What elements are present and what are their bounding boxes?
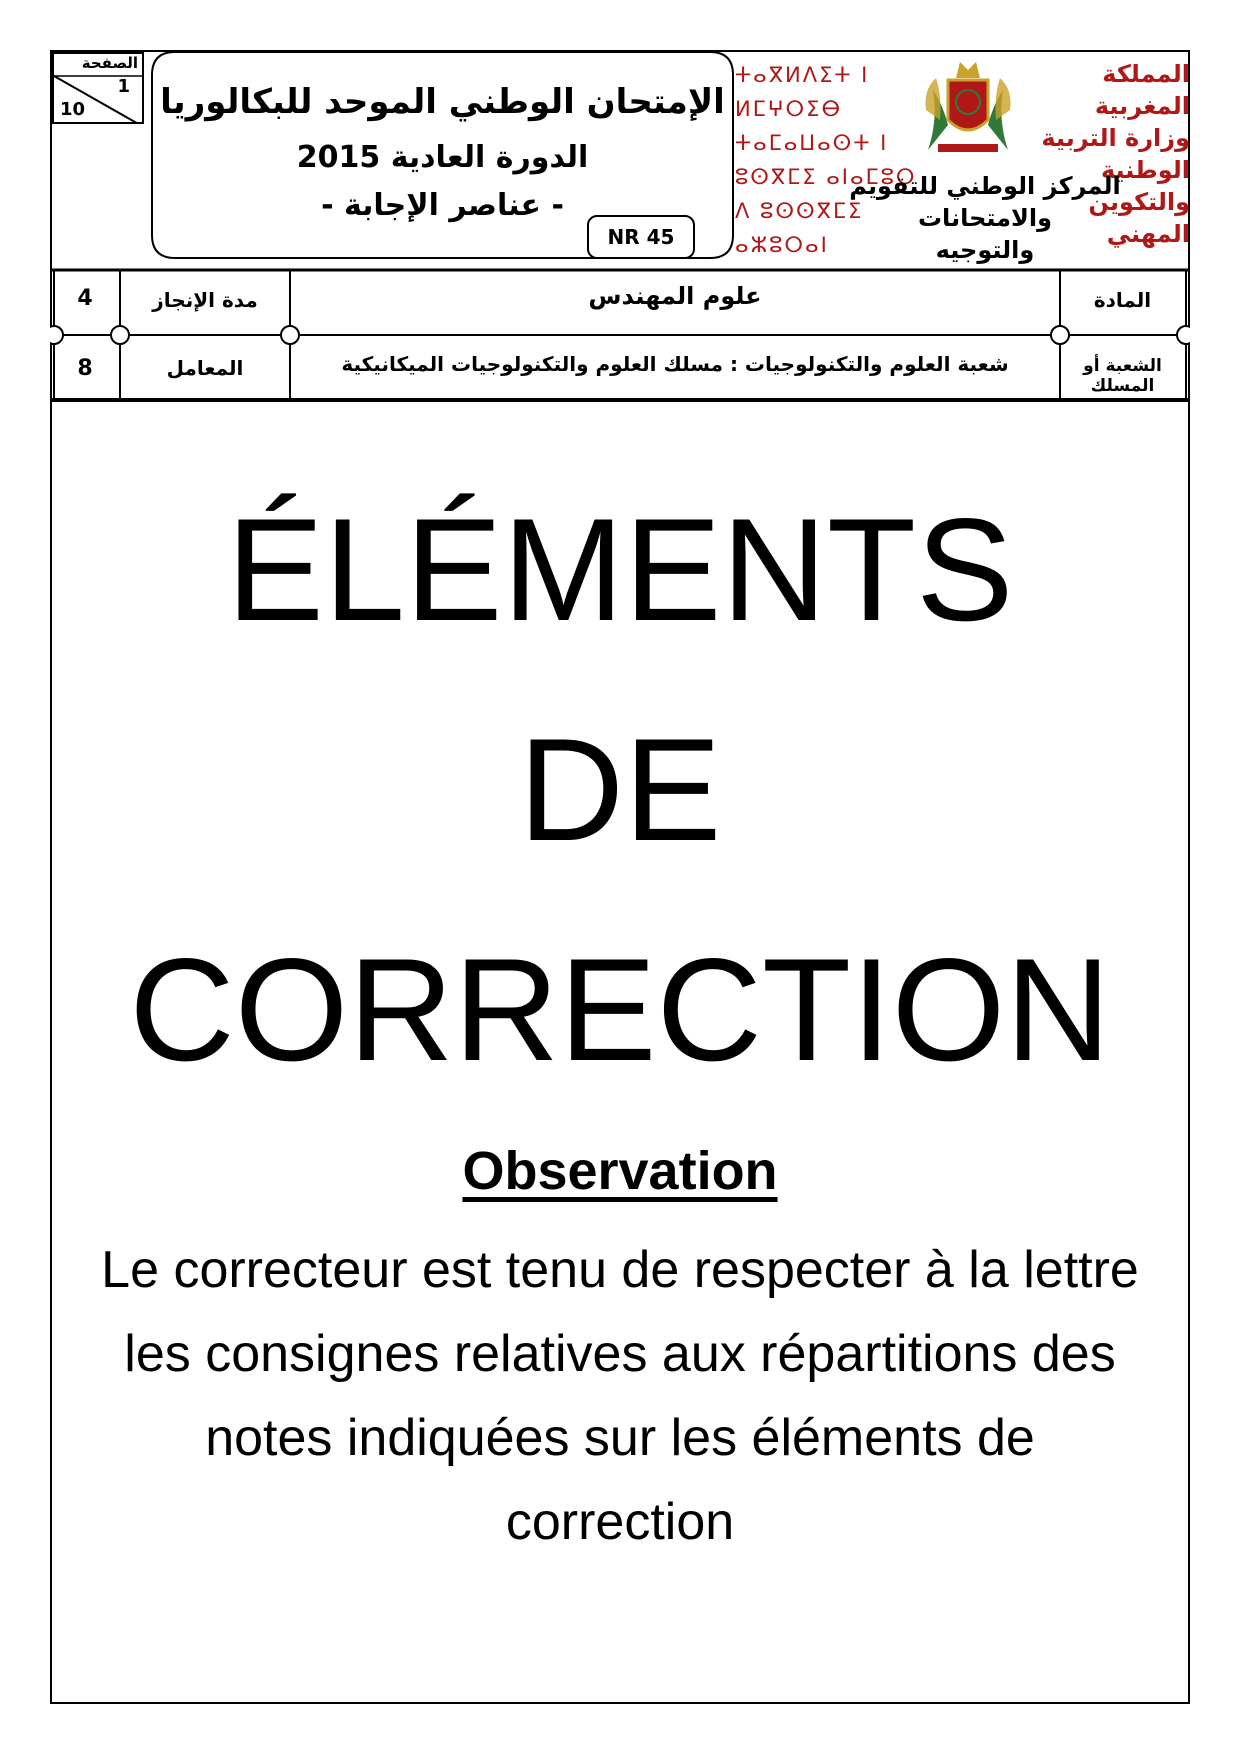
coefficient-label: المعامل [166, 356, 244, 380]
exam-title: الإمتحان الوطني الموحد للبكالوريا [160, 82, 725, 122]
main-heading-line-1: ÉLÉMENTS [226, 488, 1014, 651]
exam-session: الدورة العادية 2015 [296, 140, 589, 175]
exam-doc-type: - عناصر الإجابة - [321, 188, 564, 223]
main-heading-line-3: CORRECTION [129, 928, 1111, 1091]
kingdom-line-1: المملكة المغربية [1094, 60, 1190, 120]
center-line-1: المركز الوطني للتقويم والامتحانات [849, 172, 1121, 232]
page-current: 1 [117, 76, 130, 97]
observation-text: Le correcteur est tenu de respecter à la lettre les consignes relatives aux répartitions des notes indiquées sur les éléments de correction [101, 1241, 1139, 1551]
tifinagh-line-2: ⵜⴰⵎⴰⵡⴰⵙⵜ ⵏ ⵓⵙⴳⵎⵉ ⴰⵏⴰⵎⵓⵔ [735, 131, 917, 189]
observation-title: Observation [462, 1141, 778, 1201]
subject-label: المادة [1093, 288, 1152, 312]
coefficient-value: 8 [77, 356, 93, 381]
duration-value: 4 [77, 286, 93, 311]
tifinagh-line-1: ⵜⴰⴳⵍⴷⵉⵜ ⵏ ⵍⵎⵖⵔⵉⴱ [735, 63, 870, 121]
tifinagh-line-3: ⴷ ⵓⵙⵙⴳⵎⵉ ⴰⵣⵓⵔⴰⵏ [735, 199, 864, 257]
main-heading-line-2: DE [518, 708, 722, 871]
page-number-box [52, 52, 144, 124]
exam-code-badge: NR 45 [587, 215, 695, 259]
kingdom-line-3: والتكوين المهني [1088, 188, 1190, 248]
branch-label: الشعبة أو المسلك [1083, 356, 1162, 396]
exam-info-table [50, 268, 1190, 402]
national-center-name [800, 170, 1170, 266]
subject-value: علوم المهندس [588, 282, 762, 310]
kingdom-line-2: وزارة التربية الوطنية [1041, 124, 1190, 184]
coat-of-arms-emblem [918, 50, 1018, 162]
duration-label: مدة الإنجاز [152, 288, 258, 312]
branch-value: شعبة العلوم والتكنولوجيات : مسلك العلوم والتكنولوجيات الميكانيكية [341, 352, 1009, 376]
center-line-2: والتوجيه [935, 236, 1035, 264]
page-total: 10 [60, 99, 86, 120]
page-label: الصفحة [81, 54, 138, 72]
